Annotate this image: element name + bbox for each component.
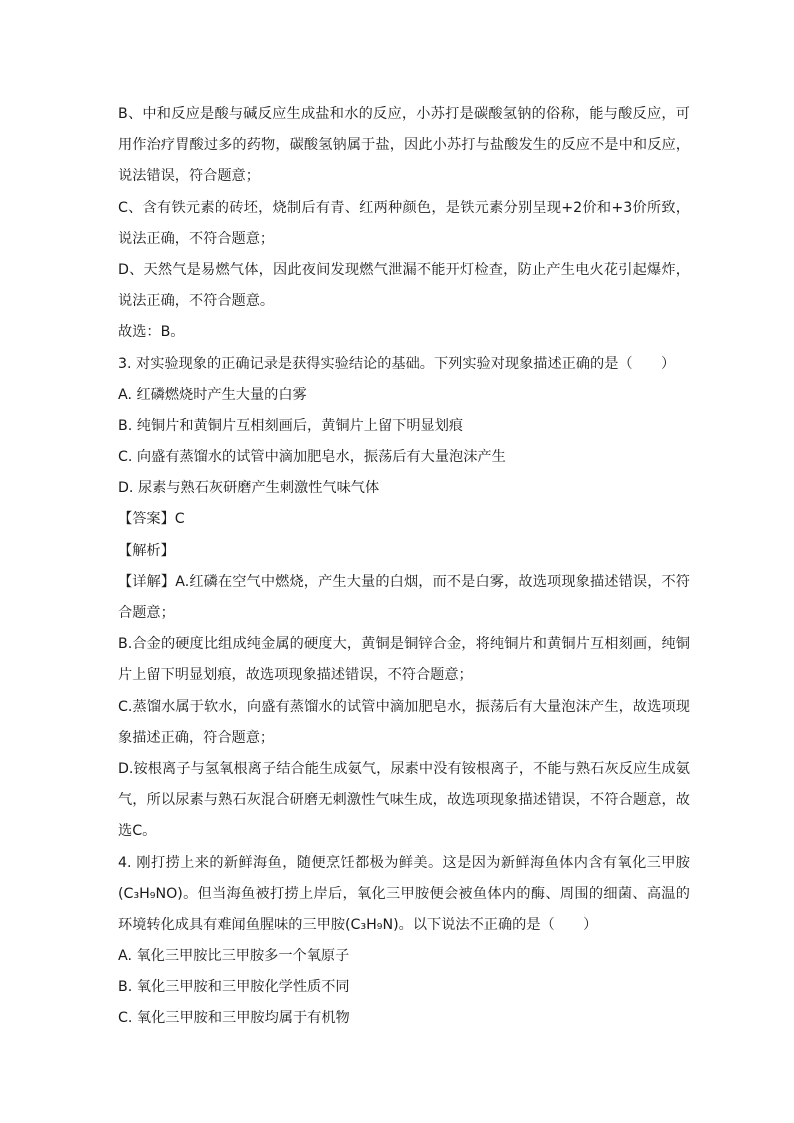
text-line: D. 尿素与熟石灰研磨产生刺激性气味气体 <box>118 480 380 497</box>
text-line: B. 纯铜片和黄铜片互相刻画后，黄铜片上留下明显划痕 <box>118 417 464 434</box>
text-line: 故选：B。 <box>118 324 185 341</box>
text-line: (C₃H₉NO)。但当海鱼被打捞上岸后，氧化三甲胺便会被鱼体内的酶、周围的细菌、高温的 <box>118 885 690 902</box>
text-line: 气，所以尿素与熟石灰混合研磨无刺激性气味生成，故选项现象描述错误，不符合题意，故 <box>118 792 690 809</box>
text-line: 合题意； <box>118 605 175 621</box>
text-line: 4. 刚打捞上来的新鲜海鱼，随便烹饪都极为鲜美。这是因为新鲜海鱼体内含有氧化三甲胺 <box>118 854 690 871</box>
text-line: A. 红磷燃烧时产生大量的白雾 <box>118 386 307 403</box>
text-line: A. 氧化三甲胺比三甲胺多一个氧原子 <box>118 948 350 965</box>
text-line: D、天然气是易燃气体，因此夜间发现燃气泄漏不能开灯检查，防止产生电火花引起爆炸， <box>118 261 690 278</box>
text-line: 选C。 <box>118 823 157 840</box>
document-body <box>118 99 690 1035</box>
text-line: 【答案】C <box>118 511 185 528</box>
text-line: 说法正确，不符合题意。 <box>118 293 275 310</box>
text-line: C. 向盛有蒸馏水的试管中滴加肥皂水，振荡后有大量泡沫产生 <box>118 449 506 466</box>
text-line: 环境转化成具有难闻鱼腥味的三甲胺(C₃H₉N)。以下说法不正确的是（ ） <box>118 916 598 933</box>
text-line: B、中和反应是酸与碱反应生成盐和水的反应，小苏打是碳酸氢钠的俗称，能与酸反应，可 <box>118 106 690 122</box>
text-line: 说法错误，符合题意； <box>118 168 260 185</box>
text-line: B.合金的硬度比组成纯金属的硬度大，黄铜是铜锌合金，将纯铜片和黄铜片互相刻画，纯铜 <box>118 636 690 653</box>
text-line: 3. 对实验现象的正确记录是获得实验结论的基础。下列实验对现象描述正确的是（ ） <box>118 355 676 372</box>
text-line: B. 氧化三甲胺和三甲胺化学性质不同 <box>118 979 350 996</box>
text-line: 说法正确，不符合题意； <box>118 230 275 247</box>
text-line: 【解析】 <box>118 542 175 559</box>
text-line: C. 氧化三甲胺和三甲胺均属于有机物 <box>118 1010 350 1027</box>
text-line: C.蒸馏水属于软水，向盛有蒸馏水的试管中滴加肥皂水，振荡后有大量泡沫产生，故选项现 <box>118 698 690 715</box>
text-line: 片上留下明显划痕，故选项现象描述错误，不符合题意； <box>118 667 473 684</box>
text-line: 用作治疗胃酸过多的药物，碳酸氢钠属于盐，因此小苏打与盐酸发生的反应不是中和反应， <box>118 137 690 154</box>
text-line: C、含有铁元素的砖坯，烧制后有青、红两种颜色，是铁元素分别呈现+2价和+3价所致， <box>118 199 690 216</box>
text-line: 【详解】A.红磷在空气中燃烧，产生大量的白烟，而不是白雾，故选项现象描述错误，不符 <box>118 573 690 590</box>
text-line: D.铵根离子与氢氧根离子结合能生成氨气，尿素中没有铵根离子，不能与熟石灰反应生成氨 <box>118 760 690 777</box>
text-line: 象描述正确，符合题意； <box>118 729 275 746</box>
